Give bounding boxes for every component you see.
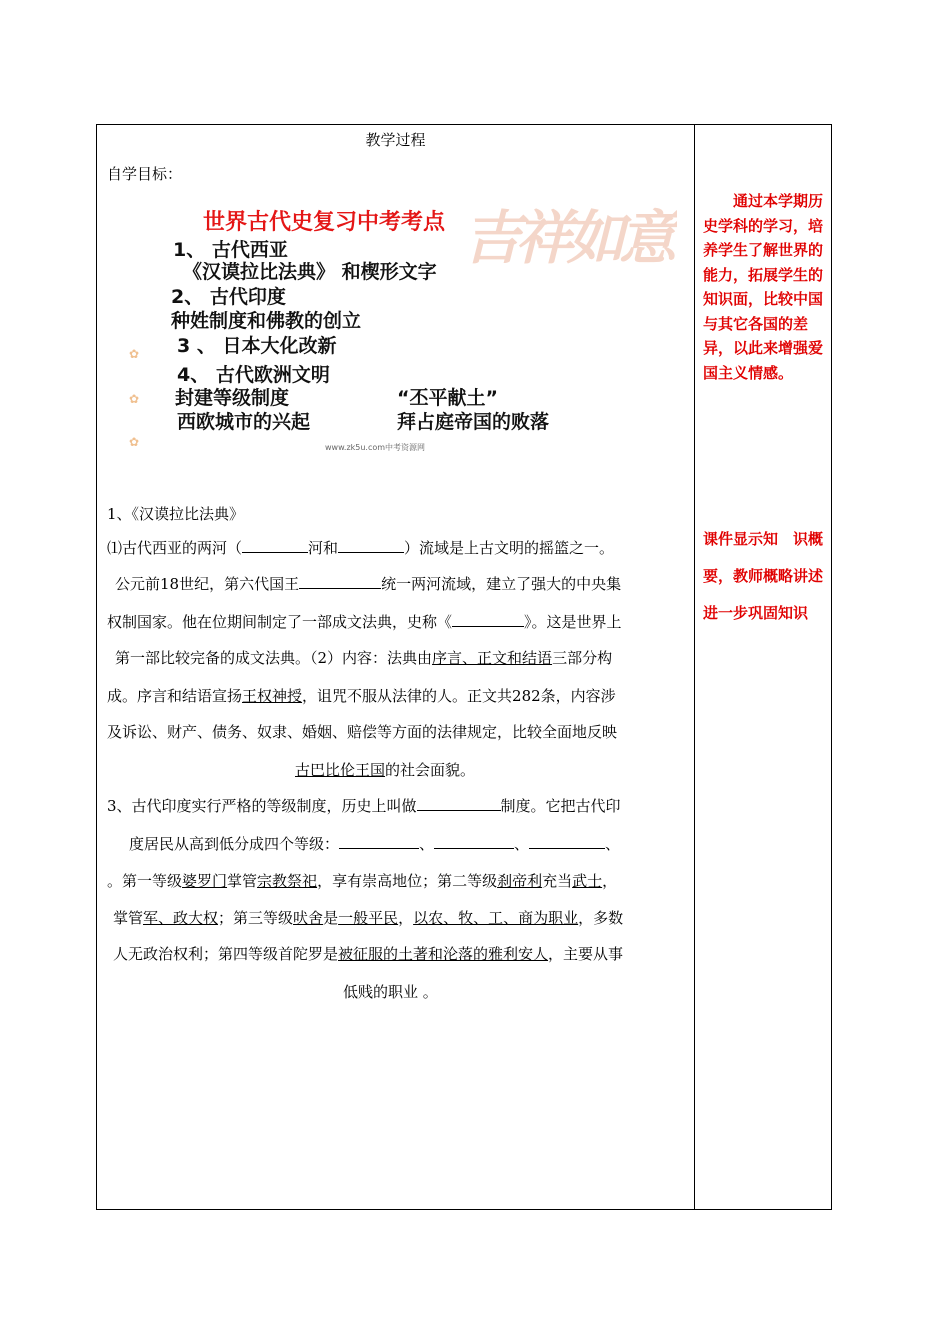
decorative-calligraphy: 吉祥如意 — [462, 204, 671, 272]
slide-line: 《汉谟拉比法典》 和楔形文字 — [183, 261, 437, 283]
decorative-stamp-icon: ✿ — [129, 347, 140, 361]
lesson-table — [96, 124, 832, 1210]
slide-line: 拜占庭帝国的败落 — [397, 411, 550, 433]
slide-line: 3 、 日本大化改新 — [177, 335, 337, 357]
paragraph-line: 古巴比伦王国的社会面貌。 — [295, 761, 476, 779]
paragraph-line: ⑴古代西亚的两河（ 河和 ）流域是上古文明的摇篮之一。 — [107, 539, 615, 557]
decorative-stamp-icon: ✿ — [129, 392, 140, 406]
slide-title: 世界古代史复习中考考点 — [203, 210, 446, 235]
slide-line: 4、 古代欧洲文明 — [177, 364, 330, 386]
slide-line: 1、 古代西亚 — [173, 239, 288, 261]
paragraph-line: 3、古代印度实行严格的等级制度，历史上叫做 制度。它把古代印 — [107, 797, 621, 815]
slide-line: 种姓制度和佛教的创立 — [171, 310, 362, 332]
paragraph-line: 低贱的职业 。 — [343, 983, 438, 1001]
method-note: 课件显示知 识概要，教师概略讲述进一步巩固知识 — [703, 530, 824, 622]
paragraph-line: 度居民从高到低分成四个等级： 、 、 、 — [129, 835, 621, 853]
decorative-stamp-icon: ✿ — [129, 435, 140, 449]
paragraph-line: 成。序言和结语宣扬王权神授，诅咒不服从法律的人。正文共282条，内容涉 — [107, 687, 616, 705]
slide-image — [125, 187, 677, 463]
paragraph-line: 人无政治权利；第四等级首陀罗是被征服的土著和沦落的雅利安人，主要从事 — [113, 945, 624, 963]
section-heading: 1、《汉谟拉比法典》 — [107, 505, 245, 523]
paragraph-line: 及诉讼、财产、债务、奴隶、婚姻、赔偿等方面的法律规定，比较全面地反映 — [107, 723, 618, 741]
teaching-goal-note: 通过本学期历史学科的学习，培养学生了解世界的能力，拓展学生的知识面，比较中国与其它各国的差异，以此来增强爱国主义情感。 — [703, 192, 824, 382]
paragraph-line: 权制国家。他在位期间制定了一部成文法典，史称《 》。这是世界上 — [107, 613, 622, 631]
slide-watermark: www.zk5u.com中考资源网 — [325, 443, 426, 452]
main-column — [97, 125, 694, 1209]
slide-line: 2、 古代印度 — [171, 286, 286, 308]
paragraph-line: 掌管军、政大权；第三等级吠舍是一般平民，以农、牧、工、商为职业，多数 — [113, 909, 624, 927]
slide-line: “丕平献土” — [397, 387, 498, 409]
page-title: 教学过程 — [365, 131, 426, 149]
paragraph-line: 公元前18世纪，第六代国王 统一两河流域，建立了强大的中央集 — [115, 575, 622, 593]
slide-line: 西欧城市的兴起 — [177, 411, 311, 433]
side-column — [695, 125, 831, 1209]
slide-line: 封建等级制度 — [175, 387, 290, 409]
goal-label: 自学目标： — [107, 165, 183, 183]
paragraph-line: 。第一等级婆罗门掌管宗教祭祀，享有崇高地位；第二等级刹帝利充当武士， — [107, 872, 618, 890]
paragraph-line: 第一部比较完备的成文法典。（2）内容：法典由序言、正文和结语三部分构 — [115, 649, 613, 667]
